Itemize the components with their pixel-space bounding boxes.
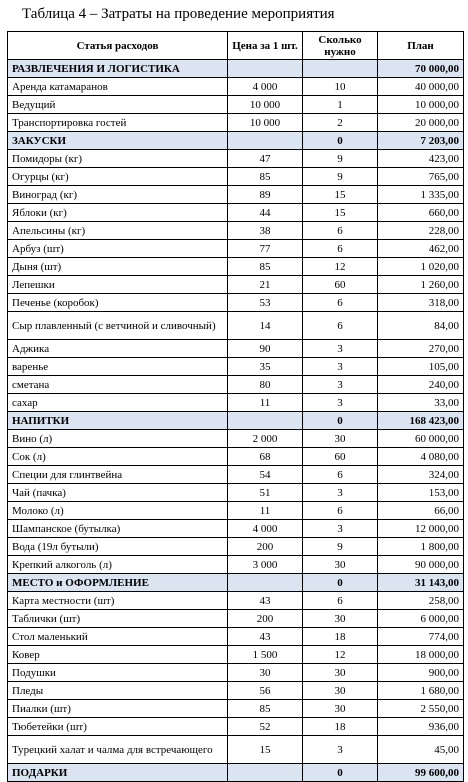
item-name-cell: сметана bbox=[8, 376, 228, 394]
planned-cost-cell: 258,00 bbox=[378, 592, 464, 610]
quantity-needed-cell: 12 bbox=[303, 258, 378, 276]
price-per-unit-cell: 1 500 bbox=[228, 646, 303, 664]
price-per-unit-cell: 80 bbox=[228, 376, 303, 394]
table-row bbox=[8, 394, 464, 412]
planned-cost-cell: 18 000,00 bbox=[378, 646, 464, 664]
planned-cost-cell: 66,00 bbox=[378, 502, 464, 520]
quantity-needed-cell: 3 bbox=[303, 394, 378, 412]
price-per-unit-cell: 89 bbox=[228, 186, 303, 204]
price-per-unit-cell bbox=[228, 132, 303, 150]
price-per-unit-cell: 3 000 bbox=[228, 556, 303, 574]
item-name-cell: Молоко (л) bbox=[8, 502, 228, 520]
quantity-needed-cell: 30 bbox=[303, 700, 378, 718]
planned-cost-cell: 318,00 bbox=[378, 294, 464, 312]
quantity-needed-cell: 2 bbox=[303, 114, 378, 132]
table-row bbox=[8, 448, 464, 466]
quantity-needed-cell: 60 bbox=[303, 276, 378, 294]
item-name-cell: Печенье (коробок) bbox=[8, 294, 228, 312]
price-per-unit-cell: 10 000 bbox=[228, 96, 303, 114]
quantity-needed-cell: 6 bbox=[303, 466, 378, 484]
item-name-cell: Шампанское (бутылка) bbox=[8, 520, 228, 538]
planned-cost-cell: 1 800,00 bbox=[378, 538, 464, 556]
planned-cost-cell: 105,00 bbox=[378, 358, 464, 376]
item-name-cell: Аджика bbox=[8, 340, 228, 358]
planned-cost-cell: 1 335,00 bbox=[378, 186, 464, 204]
table-row bbox=[8, 96, 464, 114]
quantity-needed-cell: 0 bbox=[303, 132, 378, 150]
item-name-cell: Крепкий алкоголь (л) bbox=[8, 556, 228, 574]
quantity-needed-cell: 0 bbox=[303, 412, 378, 430]
quantity-needed-cell: 30 bbox=[303, 610, 378, 628]
planned-cost-cell: 70 000,00 bbox=[378, 60, 464, 78]
planned-cost-cell: 6 000,00 bbox=[378, 610, 464, 628]
planned-cost-cell: 4 080,00 bbox=[378, 448, 464, 466]
planned-cost-cell: 12 000,00 bbox=[378, 520, 464, 538]
item-name-cell: Тюбетейки (шт) bbox=[8, 718, 228, 736]
category-row bbox=[8, 574, 464, 592]
item-name-cell: Вода (19л бутыли) bbox=[8, 538, 228, 556]
price-per-unit-cell bbox=[228, 412, 303, 430]
table-row bbox=[8, 556, 464, 574]
price-per-unit-cell: 200 bbox=[228, 610, 303, 628]
price-per-unit-cell: 38 bbox=[228, 222, 303, 240]
price-per-unit-cell: 43 bbox=[228, 592, 303, 610]
quantity-needed-cell: 30 bbox=[303, 430, 378, 448]
price-per-unit-cell: 85 bbox=[228, 258, 303, 276]
price-per-unit-cell: 56 bbox=[228, 682, 303, 700]
planned-cost-cell: 660,00 bbox=[378, 204, 464, 222]
planned-cost-cell: 10 000,00 bbox=[378, 96, 464, 114]
item-name-cell: варенье bbox=[8, 358, 228, 376]
table-row bbox=[8, 484, 464, 502]
table-row bbox=[8, 78, 464, 96]
price-per-unit-cell: 43 bbox=[228, 628, 303, 646]
item-name-cell: Транспортировка гостей bbox=[8, 114, 228, 132]
table-row bbox=[8, 276, 464, 294]
table-row bbox=[8, 312, 464, 340]
item-name-cell: Карта местности (шт) bbox=[8, 592, 228, 610]
price-per-unit-cell: 54 bbox=[228, 466, 303, 484]
planned-cost-cell: 423,00 bbox=[378, 150, 464, 168]
planned-cost-cell: 60 000,00 bbox=[378, 430, 464, 448]
quantity-needed-cell: 6 bbox=[303, 294, 378, 312]
quantity-needed-cell: 9 bbox=[303, 538, 378, 556]
quantity-needed-cell: 30 bbox=[303, 682, 378, 700]
price-per-unit-cell: 51 bbox=[228, 484, 303, 502]
quantity-needed-cell: 15 bbox=[303, 204, 378, 222]
price-per-unit-cell bbox=[228, 574, 303, 592]
planned-cost-cell: 33,00 bbox=[378, 394, 464, 412]
quantity-needed-cell: 0 bbox=[303, 574, 378, 592]
planned-cost-cell: 936,00 bbox=[378, 718, 464, 736]
table-row bbox=[8, 592, 464, 610]
planned-cost-cell: 765,00 bbox=[378, 168, 464, 186]
table-row bbox=[8, 682, 464, 700]
item-name-cell: Таблички (шт) bbox=[8, 610, 228, 628]
price-per-unit-cell: 11 bbox=[228, 502, 303, 520]
expenses-table bbox=[7, 31, 464, 782]
quantity-needed-cell: 9 bbox=[303, 150, 378, 168]
item-name-cell: Пледы bbox=[8, 682, 228, 700]
table-row bbox=[8, 700, 464, 718]
header-row bbox=[8, 32, 464, 60]
table-row bbox=[8, 736, 464, 764]
item-name-cell: Апельсины (кг) bbox=[8, 222, 228, 240]
planned-cost-cell: 90 000,00 bbox=[378, 556, 464, 574]
planned-cost-cell: 45,00 bbox=[378, 736, 464, 764]
price-per-unit-cell: 90 bbox=[228, 340, 303, 358]
quantity-needed-cell: 3 bbox=[303, 358, 378, 376]
item-name-cell: Подушки bbox=[8, 664, 228, 682]
table-row bbox=[8, 466, 464, 484]
table-row bbox=[8, 538, 464, 556]
table-row bbox=[8, 430, 464, 448]
quantity-needed-cell bbox=[303, 60, 378, 78]
price-per-unit-cell: 21 bbox=[228, 276, 303, 294]
quantity-needed-cell: 6 bbox=[303, 222, 378, 240]
category-name: МЕСТО и ОФОРМЛЕНИЕ bbox=[8, 574, 228, 592]
table-row bbox=[8, 294, 464, 312]
quantity-needed-cell: 3 bbox=[303, 520, 378, 538]
planned-cost-cell: 774,00 bbox=[378, 628, 464, 646]
item-name-cell: Лепешки bbox=[8, 276, 228, 294]
table-row bbox=[8, 168, 464, 186]
price-per-unit-cell: 85 bbox=[228, 168, 303, 186]
item-name-cell: Огурцы (кг) bbox=[8, 168, 228, 186]
price-per-unit-cell: 44 bbox=[228, 204, 303, 222]
table-row bbox=[8, 150, 464, 168]
item-name-cell: Турецкий халат и чалма для встречающего bbox=[8, 736, 228, 764]
quantity-needed-cell: 12 bbox=[303, 646, 378, 664]
price-per-unit-cell: 77 bbox=[228, 240, 303, 258]
table-row bbox=[8, 520, 464, 538]
table-row bbox=[8, 240, 464, 258]
category-row bbox=[8, 764, 464, 782]
quantity-needed-cell: 3 bbox=[303, 376, 378, 394]
item-name-cell: Аренда катамаранов bbox=[8, 78, 228, 96]
planned-cost-cell: 168 423,00 bbox=[378, 412, 464, 430]
planned-cost-cell: 228,00 bbox=[378, 222, 464, 240]
price-per-unit-cell bbox=[228, 764, 303, 782]
price-per-unit-cell: 4 000 bbox=[228, 78, 303, 96]
item-name-cell: Ведущий bbox=[8, 96, 228, 114]
price-per-unit-cell: 47 bbox=[228, 150, 303, 168]
planned-cost-cell: 20 000,00 bbox=[378, 114, 464, 132]
header-quantity: Сколько нужно bbox=[303, 32, 378, 60]
quantity-needed-cell: 3 bbox=[303, 340, 378, 358]
table-row bbox=[8, 222, 464, 240]
quantity-needed-cell: 18 bbox=[303, 628, 378, 646]
price-per-unit-cell: 10 000 bbox=[228, 114, 303, 132]
category-name: ЗАКУСКИ bbox=[8, 132, 228, 150]
price-per-unit-cell: 52 bbox=[228, 718, 303, 736]
quantity-needed-cell: 30 bbox=[303, 664, 378, 682]
quantity-needed-cell: 1 bbox=[303, 96, 378, 114]
table-row bbox=[8, 376, 464, 394]
table-row bbox=[8, 718, 464, 736]
item-name-cell: Специи для глинтвейна bbox=[8, 466, 228, 484]
quantity-needed-cell: 6 bbox=[303, 240, 378, 258]
price-per-unit-cell: 200 bbox=[228, 538, 303, 556]
category-row bbox=[8, 412, 464, 430]
price-per-unit-cell: 2 000 bbox=[228, 430, 303, 448]
planned-cost-cell: 99 600,00 bbox=[378, 764, 464, 782]
quantity-needed-cell: 18 bbox=[303, 718, 378, 736]
planned-cost-cell: 7 203,00 bbox=[378, 132, 464, 150]
header-plan: План bbox=[378, 32, 464, 60]
price-per-unit-cell: 85 bbox=[228, 700, 303, 718]
table-body bbox=[8, 60, 464, 782]
category-name: ПОДАРКИ bbox=[8, 764, 228, 782]
quantity-needed-cell: 6 bbox=[303, 502, 378, 520]
table-row bbox=[8, 610, 464, 628]
planned-cost-cell: 2 550,00 bbox=[378, 700, 464, 718]
planned-cost-cell: 31 143,00 bbox=[378, 574, 464, 592]
item-name-cell: Чай (пачка) bbox=[8, 484, 228, 502]
item-name-cell: Виноград (кг) bbox=[8, 186, 228, 204]
planned-cost-cell: 240,00 bbox=[378, 376, 464, 394]
quantity-needed-cell: 30 bbox=[303, 556, 378, 574]
quantity-needed-cell: 10 bbox=[303, 78, 378, 96]
planned-cost-cell: 324,00 bbox=[378, 466, 464, 484]
table-row bbox=[8, 114, 464, 132]
category-row bbox=[8, 60, 464, 78]
category-name: НАПИТКИ bbox=[8, 412, 228, 430]
quantity-needed-cell: 0 bbox=[303, 764, 378, 782]
item-name-cell: Стол маленький bbox=[8, 628, 228, 646]
price-per-unit-cell: 68 bbox=[228, 448, 303, 466]
planned-cost-cell: 40 000,00 bbox=[378, 78, 464, 96]
planned-cost-cell: 1 680,00 bbox=[378, 682, 464, 700]
price-per-unit-cell: 35 bbox=[228, 358, 303, 376]
item-name-cell: Яблоки (кг) bbox=[8, 204, 228, 222]
planned-cost-cell: 84,00 bbox=[378, 312, 464, 340]
item-name-cell: сахар bbox=[8, 394, 228, 412]
table-row bbox=[8, 186, 464, 204]
quantity-needed-cell: 6 bbox=[303, 592, 378, 610]
table-row bbox=[8, 258, 464, 276]
quantity-needed-cell: 6 bbox=[303, 312, 378, 340]
item-name-cell: Сыр плавленный (с ветчиной и сливочный) bbox=[8, 312, 228, 340]
category-row bbox=[8, 132, 464, 150]
item-name-cell: Ковер bbox=[8, 646, 228, 664]
planned-cost-cell: 270,00 bbox=[378, 340, 464, 358]
planned-cost-cell: 1 020,00 bbox=[378, 258, 464, 276]
quantity-needed-cell: 15 bbox=[303, 186, 378, 204]
item-name-cell: Помидоры (кг) bbox=[8, 150, 228, 168]
planned-cost-cell: 900,00 bbox=[378, 664, 464, 682]
table-row bbox=[8, 502, 464, 520]
table-row bbox=[8, 646, 464, 664]
planned-cost-cell: 462,00 bbox=[378, 240, 464, 258]
table-row bbox=[8, 664, 464, 682]
price-per-unit-cell: 53 bbox=[228, 294, 303, 312]
header-price: Цена за 1 шт. bbox=[228, 32, 303, 60]
item-name-cell: Дыня (шт) bbox=[8, 258, 228, 276]
planned-cost-cell: 1 260,00 bbox=[378, 276, 464, 294]
table-row bbox=[8, 204, 464, 222]
item-name-cell: Арбуз (шт) bbox=[8, 240, 228, 258]
table-caption: Таблица 4 – Затраты на проведение мероприятия bbox=[22, 6, 335, 22]
price-per-unit-cell: 14 bbox=[228, 312, 303, 340]
price-per-unit-cell: 4 000 bbox=[228, 520, 303, 538]
price-per-unit-cell: 15 bbox=[228, 736, 303, 764]
header-item: Статья расходов bbox=[8, 32, 228, 60]
item-name-cell: Пиалки (шт) bbox=[8, 700, 228, 718]
item-name-cell: Сок (л) bbox=[8, 448, 228, 466]
item-name-cell: Вино (л) bbox=[8, 430, 228, 448]
table-row bbox=[8, 340, 464, 358]
price-per-unit-cell: 30 bbox=[228, 664, 303, 682]
quantity-needed-cell: 3 bbox=[303, 484, 378, 502]
price-per-unit-cell bbox=[228, 60, 303, 78]
price-per-unit-cell: 11 bbox=[228, 394, 303, 412]
planned-cost-cell: 153,00 bbox=[378, 484, 464, 502]
quantity-needed-cell: 60 bbox=[303, 448, 378, 466]
table-row bbox=[8, 628, 464, 646]
quantity-needed-cell: 9 bbox=[303, 168, 378, 186]
table-row bbox=[8, 358, 464, 376]
quantity-needed-cell: 3 bbox=[303, 736, 378, 764]
category-name: РАЗВЛЕЧЕНИЯ И ЛОГИСТИКА bbox=[8, 60, 228, 78]
